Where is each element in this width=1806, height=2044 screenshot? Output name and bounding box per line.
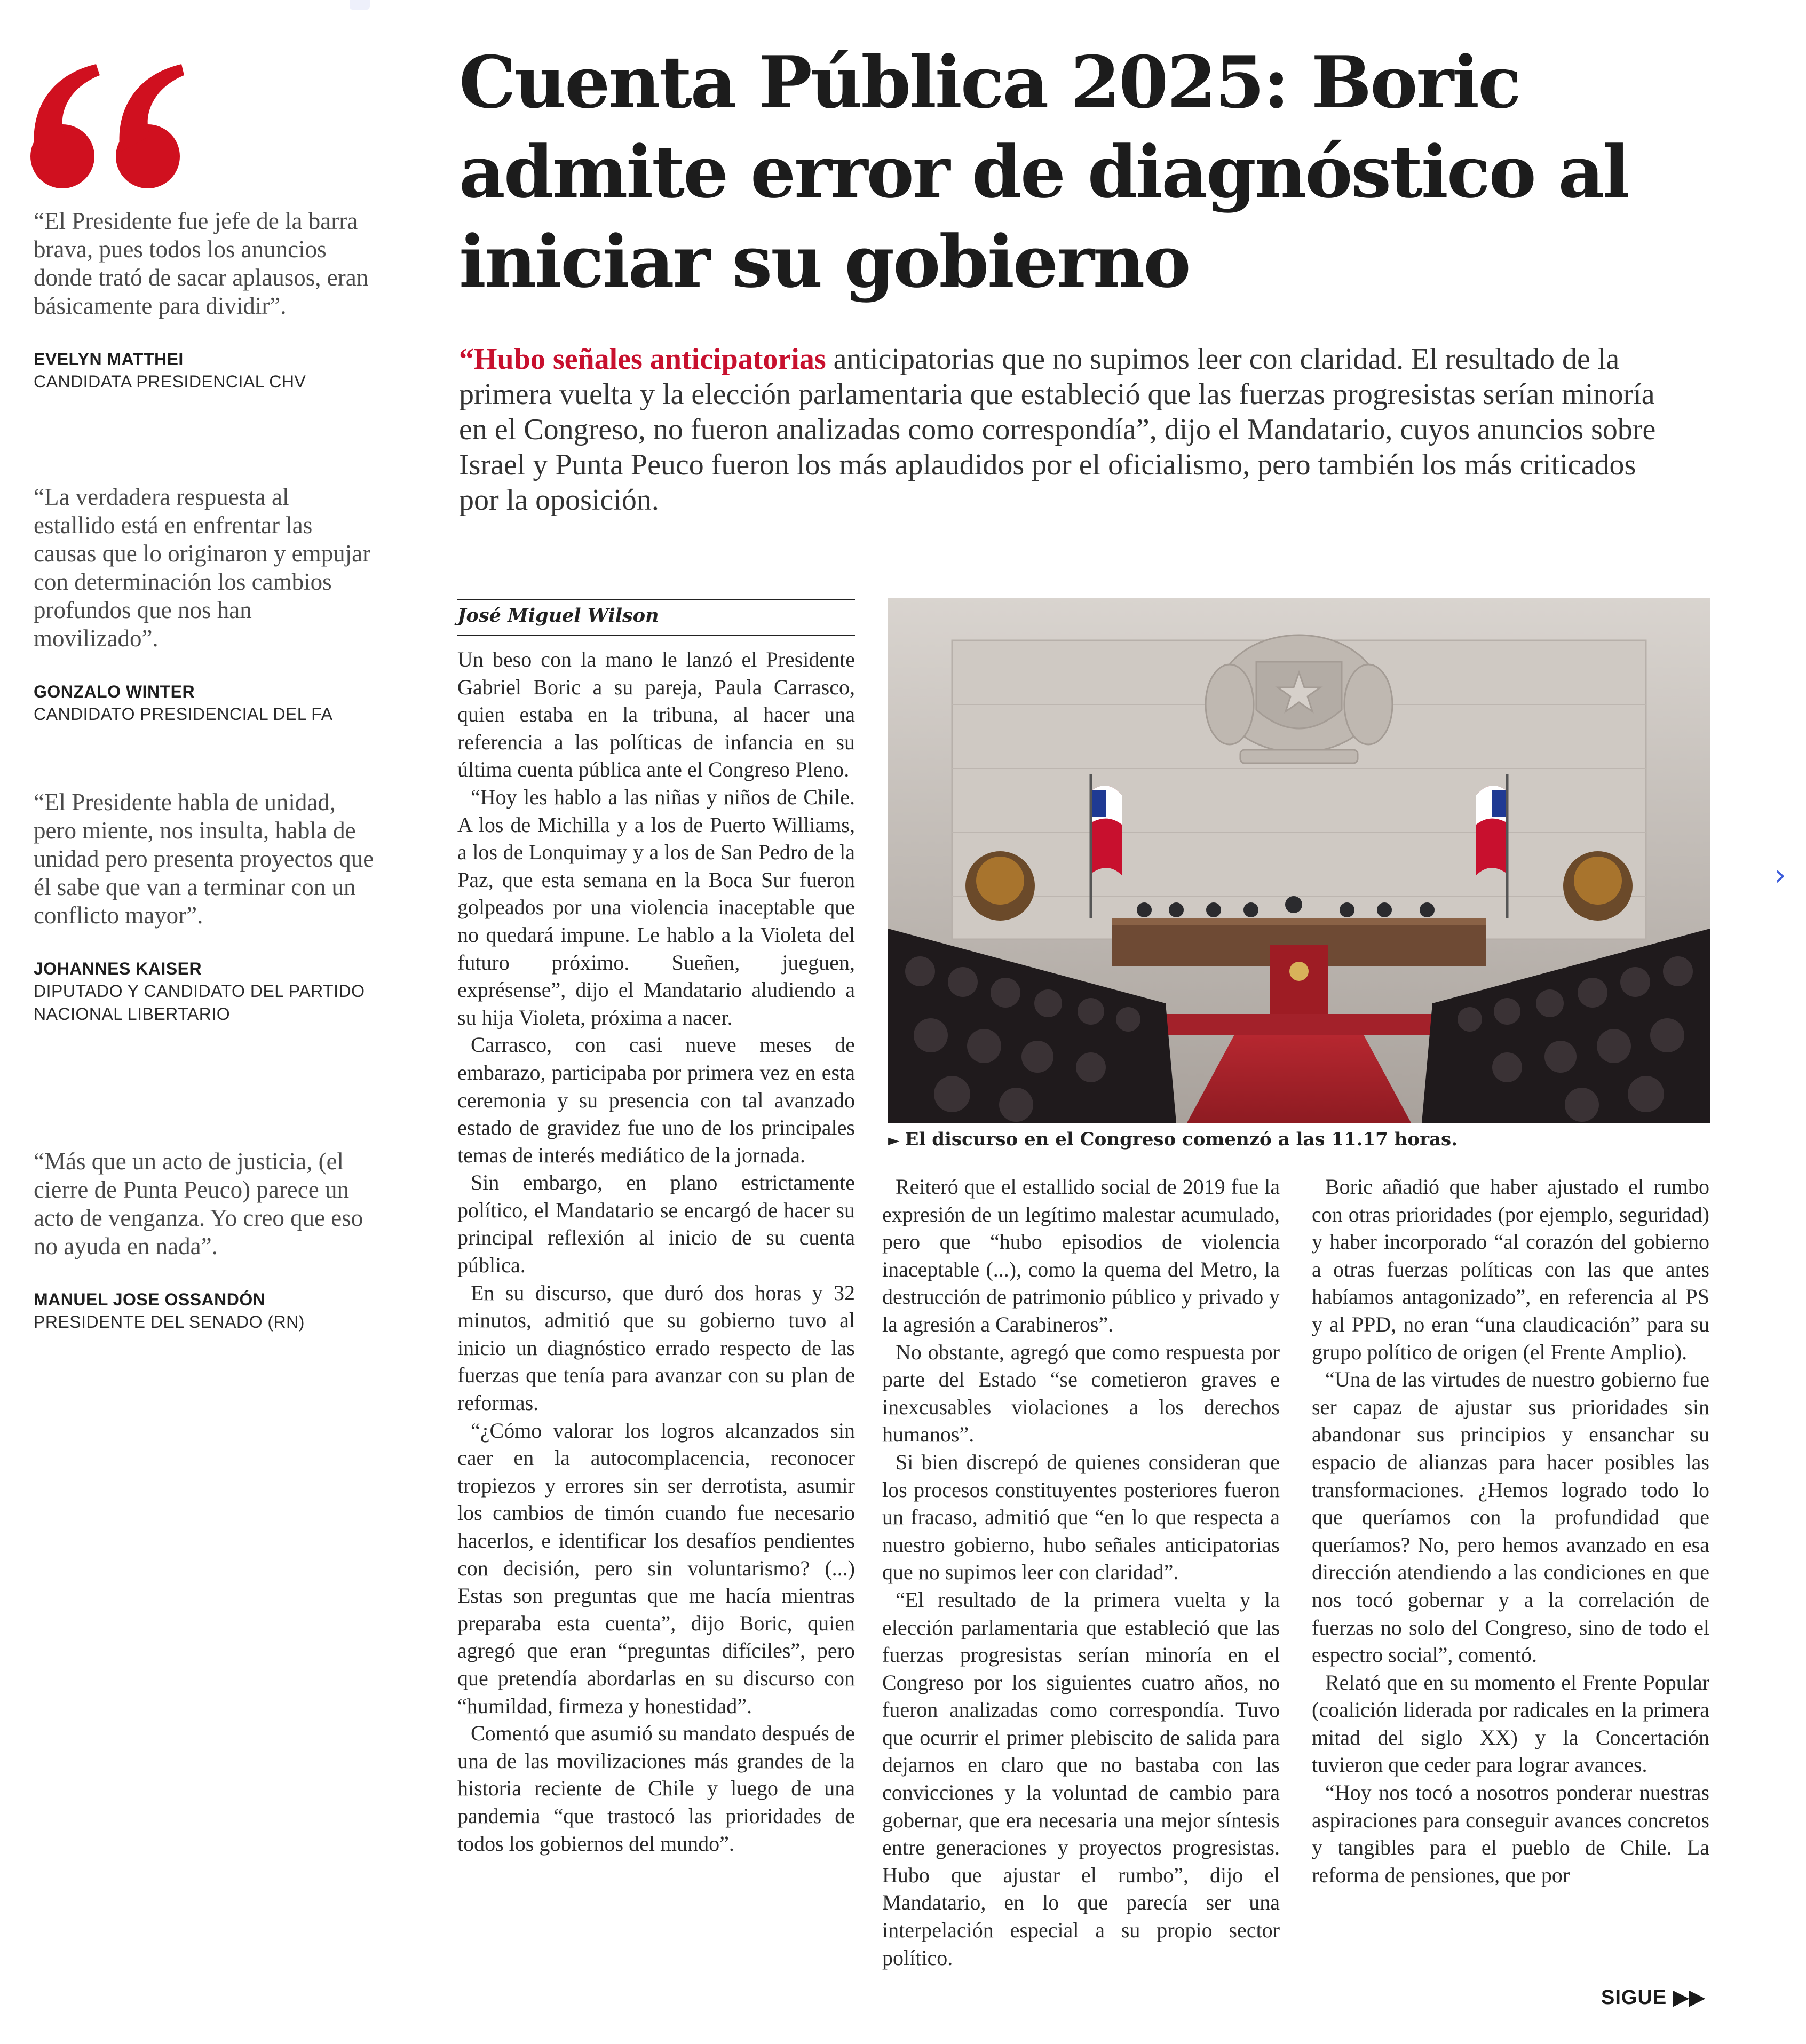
caption-text: El discurso en el Congreso comenzó a las 11.17 horas. [905, 1129, 1458, 1150]
article-column-3 [1312, 1173, 1709, 1889]
quote-author-name: EVELYN MATTHEI [34, 350, 184, 369]
top-tab[interactable] [350, 0, 370, 10]
byline [457, 599, 855, 636]
quote-text: “Más que un acto de justicia, (el cierre de Punta Peuco) parece un acto de venganza. Yo creo que eso no ayuda en nada”. [34, 1148, 363, 1259]
quote-text: “La verdadera respuesta al estallido está en enfrentar las causas que lo originaron y empujar con determinación los cambios profundos que nos han movilizado”. [34, 484, 371, 652]
continue-label: SIGUE ▶▶ [1601, 1986, 1706, 2009]
article-paragraph: “¿Cómo valorar los logros alcanzados sin caer en la autocomplacencia, reconocer tropiezos y errores sin ser derrotista, asumir los cambios de timón cuando fue necesario hacerlos, e identificar los desafíos pendientes con decisión, pero sin voluntarismo? (...) Estas son preguntas que me hacía mientras preparaba esta cuenta”, dijo Boric, quien agregó que eran “preguntas difíciles”, pero que pretendía abordarlas en su discurso con “humildad, firmeza y honestidad”. [457, 1418, 855, 1718]
article-paragraph: Relató que en su momento el Frente Popular (coalición liderada por radicales en la primera mitad del siglo XX) y la Concertación tuvieron que ceder para lograr avances. [1312, 1670, 1709, 1777]
article-paragraph: “Hoy nos tocó a nosotros ponderar nuestras aspiraciones para conseguir avances concretos y tangibles para el pueblo de Chile. La reforma de pensiones, que por [1312, 1780, 1709, 1887]
quote-author-role: CANDIDATO PRESIDENCIAL DEL FA [34, 704, 333, 724]
deck [459, 342, 1681, 518]
quote-author-role: DIPUTADO Y CANDIDATO DEL PARTIDO NACIONAL LIBERTARIO [34, 981, 365, 1024]
quote-winter [34, 483, 375, 726]
article-paragraph: Boric añadió que haber ajustado el rumbo con otras prioridades (por ejemplo, seguridad) y haber incorporado “al corazón del gobierno a otras fuerzas políticas con las que antes habíamos antagonizado”, en referencia al PS y al PPD, no eran “una claudicación” para su grupo político de origen (el Frente Amplio). [1312, 1175, 1709, 1364]
quote-kaiser [34, 788, 375, 1026]
article-paragraph: “Hoy les hablo a las niñas y niños de Chile. A los de Michilla y a los de Puerto Williams, a los de Lonquimay y a los de San Pedro de la Paz, que esta semana en la Boca Sur fueron golpeados por una violencia inaceptable que no quedará impune. Le hablo a la Violeta del futuro próximo. Sueñen, jueguen, exprésense”, dijo el Mandatario aludiendo a su hija Violeta, próxima a nacer. [457, 785, 855, 1029]
quote-ossandon [34, 1147, 375, 1334]
quote-mark-icon [29, 61, 184, 189]
quote-author-name: JOHANNES KAISER [34, 959, 202, 978]
caption-marker-icon: ► [888, 1131, 900, 1149]
article-paragraph: Carrasco, con casi nueve meses de embarazo, participaba por primera vez en esta ceremonia y su presencia con tal avanzado estado de gravidez fue uno de los principales temas de interés mediático de la jornada. [457, 1033, 855, 1167]
deck-text: anticipatorias que no supimos leer con claridad. El resultado de la primera vuelta y la elección parlamentaria que estableció que las fuerzas progresistas serían minoría en el Congreso, no fueron analizadas como correspondía”, dijo el Mandatario, cuyos anuncios sobre Israel y Punta Peuco fueron los más aplaudidos por el oficialismo, pero también los más criticados por la oposición. [459, 343, 1656, 517]
congress-photo [888, 598, 1710, 1123]
article-paragraph: Si bien discrepó de quienes consideran que los procesos constituyentes posteriores fueron un fracaso, admitió que “en lo que respecta a nuestro gobierno, hubo señales anticipatorias que no supimos leer con claridad”. [882, 1449, 1280, 1585]
article-paragraph: Sin embargo, en plano estrictamente político, el Mandatario se encargó de hacer su principal reflexión al inicio de su cuenta pública. [457, 1170, 855, 1278]
next-page-arrow-icon[interactable]: › [1775, 858, 1786, 892]
article-paragraph: Comentó que asumió su mandato después de una de las movilizaciones más grandes de la historia reciente de Chile y luego de una pandemia “que trastocó las prioridades de todos los gobiernos del mundo”. [457, 1721, 855, 1856]
quote-author-role: PRESIDENTE DEL SENADO (RN) [34, 1312, 305, 1332]
quote-text: “El Presidente fue jefe de la barra brava, pues todos los anuncios donde trató de sacar aplausos, eran básicamente para dividir”. [34, 208, 369, 319]
article-paragraph: “El resultado de la primera vuelta y la elección parlamentaria que estableció que las fuerzas progresistas serían minoría en el Congreso por los siguientes cuatro años, no fueron analizadas como correspondía. Tuvo que ocurrir el primer plebiscito de salida para dejarnos en claro que no bastaba con las convicciones y la voluntad de cambio para gobernar, que era necesaria una mejor síntesis entre generaciones y proyectos progresistas. Hubo que ajustar el rumbo”, dijo el Mandatario, en lo que parecía ser una interpelación especial a su propio sector político. [882, 1587, 1280, 1970]
deck-highlight: “Hubo señales anticipatorias [459, 343, 826, 376]
quote-author-role: CANDIDATA PRESIDENCIAL CHV [34, 372, 306, 391]
article-paragraph: Un beso con la mano le lanzó el Presidente Gabriel Boric a su pareja, Paula Carrasco, quien estaba en la tribuna, al hacer una referencia a las políticas de infancia en su última cuenta pública ante el Congreso Pleno. [457, 647, 855, 782]
quote-matthei [34, 207, 375, 393]
headline: Cuenta Pública 2025: Boric admite error de diagnóstico al iniciar su gobierno [459, 40, 1629, 304]
quote-author-name: GONZALO WINTER [34, 682, 195, 701]
quote-author-name: MANUEL JOSE OSSANDÓN [34, 1290, 266, 1309]
byline-author: José Miguel Wilson [457, 605, 659, 627]
quote-text: “El Presidente habla de unidad, pero miente, nos insulta, habla de unidad pero presenta proyectos que él sabe que van a terminar con un conflicto mayor”. [34, 789, 374, 929]
article-column-2 [882, 1173, 1280, 1971]
article-paragraph: No obstante, agregó que como respuesta por parte del Estado “se cometieron graves e inexcusables violaciones a los derechos humanos”. [882, 1340, 1280, 1447]
article-paragraph: En su discurso, que duró dos horas y 32 minutos, admitió que su gobierno tuvo al inicio un diagnóstico errado respecto de las fuerzas que tenía para avanzar con su plan de reformas. [457, 1280, 855, 1415]
article-paragraph: “Una de las virtudes de nuestro gobierno fue ser capaz de ajustar sus prioridades sin abandonar sus principios y ensanchar su espacio de alianzas para hacer posibles las transformaciones. ¿Hemos logrado todo lo que queríamos con la profundidad que queríamos? No, pero hemos avanzado en esa dirección atendiendo a las condiciones en que nos tocó gobernar y a la correlación de fuerzas no solo del Congreso, sino de todo el espectro social”, comentó. [1312, 1367, 1709, 1667]
article-column-1 [457, 646, 855, 1857]
photo-caption [888, 1129, 1710, 1150]
article-paragraph: Reiteró que el estallido social de 2019 fue la expresión de un legítimo malestar acumulado, pero que “hubo episodios de violencia inaceptable (...), como la quema del Metro, la destrucción de patrimonio público y privado y la agresión a Carabineros”. [882, 1175, 1280, 1336]
